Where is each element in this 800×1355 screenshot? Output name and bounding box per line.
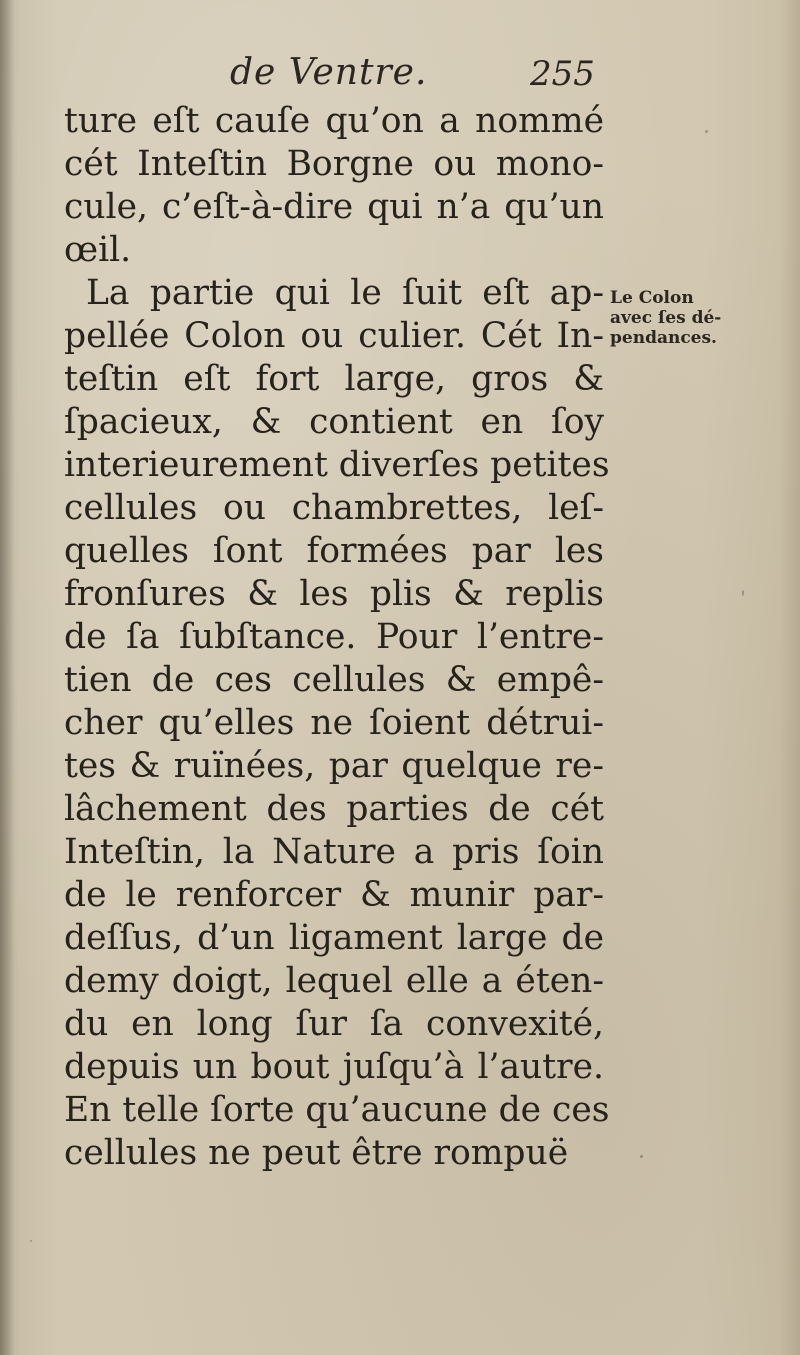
marginal-note-line: avec ſes dé-	[610, 308, 722, 328]
text-line: cellules ou chambrettes, leſ-	[64, 488, 604, 528]
paper-speck	[30, 1240, 32, 1242]
marginal-note-line: Le Colon	[610, 288, 694, 308]
text-line: du en long ſur ſa convexité,	[64, 1004, 604, 1044]
text-line: fronſures & les plis & replis	[64, 574, 604, 614]
text-line: ture eſt cauſe qu’on a nommé	[64, 101, 604, 141]
text-line: interieurement diverſes petites	[64, 445, 610, 485]
text-line: Inteſtin, la Nature a pris ſoin	[64, 832, 604, 872]
paper-speck	[742, 590, 744, 596]
marginal-note-line: pendances.	[610, 328, 717, 348]
text-line: pellée Colon ou culier. Cét In-	[64, 316, 604, 356]
text-line: lâchement des parties de cét	[64, 789, 604, 829]
text-line: depuis un bout juſqu’à l’autre.	[64, 1047, 604, 1087]
paper-speck	[560, 820, 562, 822]
text-line: de le renforcer & munir par-	[64, 875, 604, 915]
text-line: ſpacieux, & contient en ſoy	[64, 402, 604, 442]
text-line: de ſa ſubſtance. Pour l’entre-	[64, 617, 604, 657]
page-number: 255	[530, 54, 595, 94]
text-line: deſſus, d’un ligament large de	[64, 918, 604, 958]
body-text	[64, 100, 610, 1175]
text-line: La partie qui le ſuit eſt ap-	[86, 273, 604, 313]
running-head-title: de Ventre.	[230, 52, 428, 93]
text-line: demy doigt, lequel elle a éten-	[64, 961, 604, 1001]
text-line: œil.	[64, 230, 132, 270]
marginal-note	[610, 288, 795, 348]
text-line: cher qu’elles ne ſoient détrui-	[64, 703, 604, 743]
gutter-shadow	[0, 0, 14, 1355]
text-line: quelles ſont formées par les	[64, 531, 604, 571]
paper-speck	[640, 1155, 643, 1158]
text-line: cule, c’eſt-à-dire qui n’a qu’un	[64, 187, 604, 227]
text-line: En telle ſorte qu’aucune de ces	[64, 1090, 610, 1130]
text-line: tien de ces cellules & empê-	[64, 660, 604, 700]
text-line: cét Inteſtin Borgne ou mono-	[64, 144, 604, 184]
paper-speck	[705, 130, 708, 133]
running-head	[0, 52, 800, 102]
text-line: cellules ne peut être rompuë	[64, 1133, 569, 1173]
text-line: teſtin eſt fort large, gros &	[64, 359, 604, 399]
text-line: tes & ruïnées, par quelque re-	[64, 746, 604, 786]
